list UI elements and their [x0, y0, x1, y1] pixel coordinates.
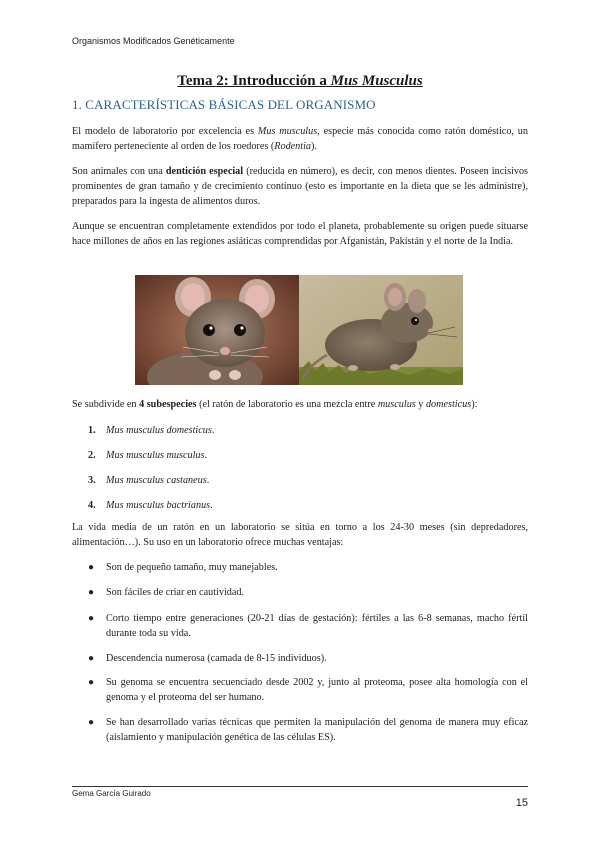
subspecies-name: Mus musculus musculus — [106, 450, 205, 461]
subspecies-name: Mus musculus bactrianus — [106, 500, 211, 511]
page-title — [0, 73, 600, 90]
subspecies-name: Mus musculus castaneus — [106, 475, 207, 486]
title-species: Mus Musculus — [330, 73, 423, 89]
p1-text-a: El modelo de laboratorio por excelencia es — [72, 126, 258, 137]
paragraph-origin: Aunque se encuentran completamente extendidos por todo el planeta, probablemente su origen puede situarse hace millones de años en las regiones asiáticas comprendidas por Afganistán, Pakistán y el norte de la India. — [72, 221, 528, 247]
list-number: 4. — [88, 500, 96, 511]
bullet-icon: ● — [88, 562, 95, 573]
mouse-photos — [135, 275, 463, 385]
bullet-icon: ● — [88, 587, 95, 598]
bullet-text: Se han desarrollado varias técnicas que permiten la manipulación del genoma de manera muy eficaz (aislamiento y manipulación genética de las células ES). — [106, 717, 528, 743]
bullet-text: Su genoma se encuentra secuenciado desde 2002 y, junto al proteoma, posee alta homología con el genoma y el proteoma del ser humano. — [106, 677, 528, 703]
p2-bold: dentición especial — [165, 166, 244, 177]
p4-text-a: Se subdivide en — [72, 399, 140, 410]
list-period: . — [210, 500, 213, 511]
list-number: 3. — [88, 475, 96, 486]
paragraph-intro — [72, 124, 528, 154]
p4-domesticus: domesticus — [425, 399, 472, 410]
bullet-text: Son de pequeño tamaño, muy manejables. — [106, 562, 278, 573]
list-item — [88, 425, 214, 436]
running-header: Organismos Modificados Genéticamente — [72, 36, 235, 46]
p4-bold: 4 subespecies — [139, 399, 197, 410]
title-prefix: Tema 2: Introducción a — [177, 73, 331, 89]
p4-text-e: y — [415, 399, 426, 410]
bullet-text: Son fáciles de criar en cautividad. — [106, 587, 245, 598]
mouse-photo-side — [299, 275, 463, 385]
list-item — [88, 675, 528, 705]
list-item — [88, 450, 207, 461]
bullet-text: Descendencia numerosa (camada de 8-15 individuos). — [106, 653, 327, 664]
bullet-icon: ● — [88, 717, 95, 728]
p1-species: Mus musculus — [257, 126, 318, 137]
list-period: . — [206, 475, 210, 486]
list-item — [88, 715, 528, 745]
p4-musculus: musculus — [377, 399, 416, 410]
p4-text-g: ): — [471, 399, 478, 410]
bullet-text: Corto tiempo entre generaciones (20-21 días de gestación): fértiles a las 6-8 semanas, macho fértil durante toda su vida. — [106, 613, 528, 639]
section-heading: 1. CARACTERÍSTICAS BÁSICAS DEL ORGANISMO — [72, 97, 376, 112]
p4-text-c: (el ratón de laboratorio es una mezcla entre — [196, 399, 378, 410]
list-item — [88, 500, 213, 511]
p1-order: Rodentia — [274, 141, 312, 152]
p1-text-c: , especie más conocida como ratón doméstico, un mamífero perteneciente al orden de los roedores ( — [72, 126, 528, 152]
list-item — [88, 651, 528, 666]
paragraph-lifespan: La vida media de un ratón en un laboratorio se sitúa en torno a los 24-30 meses (sin depredadores, alimentación…). Su uso en un laboratorio ofrece muchas ventajas: — [72, 522, 528, 548]
list-number: 1. — [88, 425, 96, 436]
paragraph-subspecies — [72, 397, 528, 412]
p2-text-c: (reducida en número), es decir, con menos dientes. Poseen incisivos prominentes de gran tamaño y de crecimiento continuo (esto es importante en la dieta que se les administre), preparados para la ingesta de alimentos duros. — [72, 166, 529, 207]
list-number: 2. — [88, 450, 96, 461]
list-item — [88, 585, 528, 600]
paragraph-dentition — [72, 164, 528, 209]
list-period: . — [204, 450, 208, 461]
mouse-photo-front — [135, 275, 299, 385]
bullet-icon: ● — [88, 613, 95, 624]
list-item — [88, 611, 528, 641]
p1-text-e: ). — [311, 141, 317, 152]
footer-divider — [72, 786, 528, 787]
subspecies-name: Mus musculus domesticus — [106, 425, 212, 436]
list-period: . — [211, 425, 215, 436]
bullet-icon: ● — [88, 677, 95, 688]
page-number: 15 — [515, 797, 528, 809]
list-item — [88, 475, 209, 486]
p2-text-a: Son animales con una — [72, 166, 166, 177]
bullet-icon: ● — [88, 653, 95, 664]
footer-author: Gema García Guirado — [72, 789, 151, 798]
list-item — [88, 560, 528, 575]
